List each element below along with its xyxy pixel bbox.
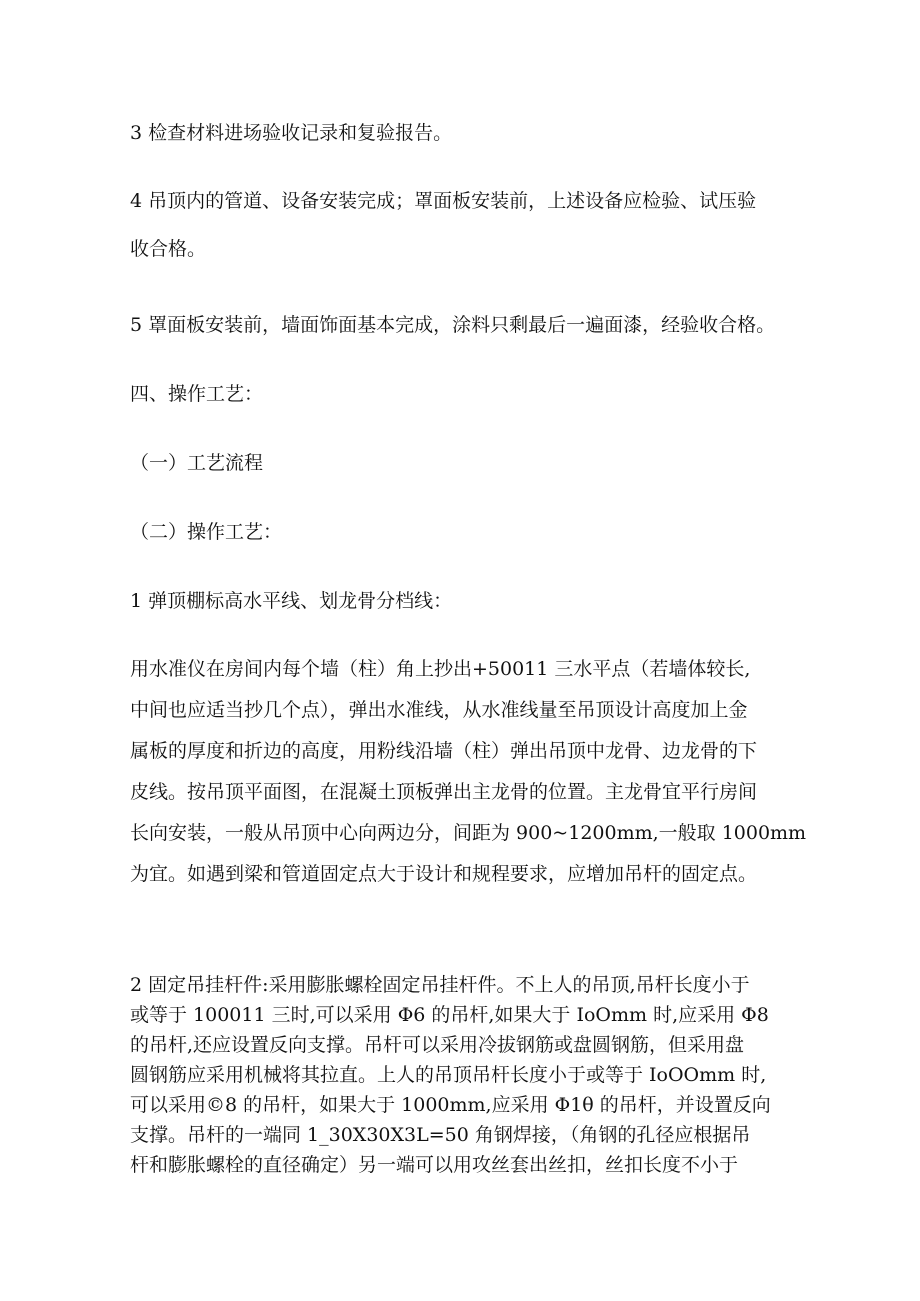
text-line: 5 罩面板安装前，墙面饰面基本完成，涂料只剩最后一遍面漆，经验收合格。 (130, 314, 776, 336)
text-line: 可以采用©8 的吊杆，如果大于 1000mm,应采用 Φ1θ 的吊杆，并设置反向 (130, 1094, 771, 1116)
text-line: 或等于 100011 三时,可以采用 Φ6 的吊杆,如果大于 IoOmm 时,应采用 Φ8 (130, 1004, 769, 1026)
paragraph-step-2-body (130, 972, 810, 1182)
subsection-heading-process-flow (130, 450, 810, 476)
text-line: 的吊杆,还应设置反向支撑。吊杆可以采用冷拔钢筋或盘圆钢筋，但采用盘 (130, 1034, 745, 1056)
step-heading-1 (130, 588, 810, 614)
text-line: 四、操作工艺： (130, 383, 264, 405)
text-line: 长向安装，一般从吊顶中心向两边分，间距为 900~1200mm,一般取 1000mm (130, 822, 807, 844)
text-line: 1 弹顶棚标高水平线、划龙骨分档线： (130, 590, 453, 612)
text-line: 中间也应适当抄几个点），弹出水准线，从水准线量至吊顶设计高度加上金 (130, 699, 748, 721)
text-line: （一）工艺流程 (130, 452, 264, 474)
text-line: 4 吊顶内的管道、设备安装完成；罩面板安装前，上述设备应检验、试压验 (130, 190, 757, 212)
text-line: 3 检查材料进场验收记录和复验报告。 (130, 122, 453, 144)
paragraph-item-3 (130, 120, 810, 146)
text-line: 为宜。如遇到梁和管道固定点大于设计和规程要求，应增加吊杆的固定点。 (130, 863, 758, 885)
text-line: 收合格。 (130, 238, 207, 260)
text-line: 皮线。按吊顶平面图，在混凝土顶板弹出主龙骨的位置。主龙骨宜平行房间 (130, 781, 758, 803)
paragraph-step-1-body (130, 656, 810, 902)
text-line: 属板的厚度和折边的高度，用粉线沿墙（柱）弹出吊顶中龙骨、边龙骨的下 (130, 740, 758, 762)
text-line: （二）操作工艺： (130, 521, 283, 543)
text-line: 杆和膨胀螺栓的直径确定）另一端可以用攻丝套出丝扣，丝扣长度不小于 (130, 1154, 739, 1176)
subsection-heading-operation (130, 519, 810, 545)
text-line: 2 固定吊挂杆件:采用膨胀螺栓固定吊挂杆件。不上人的吊顶,吊杆长度小于 (130, 974, 750, 996)
section-heading (130, 381, 810, 407)
text-line: 支撑。吊杆的一端同 1_30X30X3L=50 角钢焊接，（角钢的孔径应根据吊 (130, 1124, 751, 1146)
text-line: 圆钢筋应采用机械将其拉直。上人的吊顶吊杆长度小于或等于 IoOOmm 时, (130, 1064, 767, 1086)
text-line: 用水准仪在房间内每个墙（柱）角上抄出+50011 三水平点（若墙体较长, (130, 658, 751, 680)
paragraph-item-5 (130, 312, 810, 338)
paragraph-item-4 (130, 188, 810, 284)
